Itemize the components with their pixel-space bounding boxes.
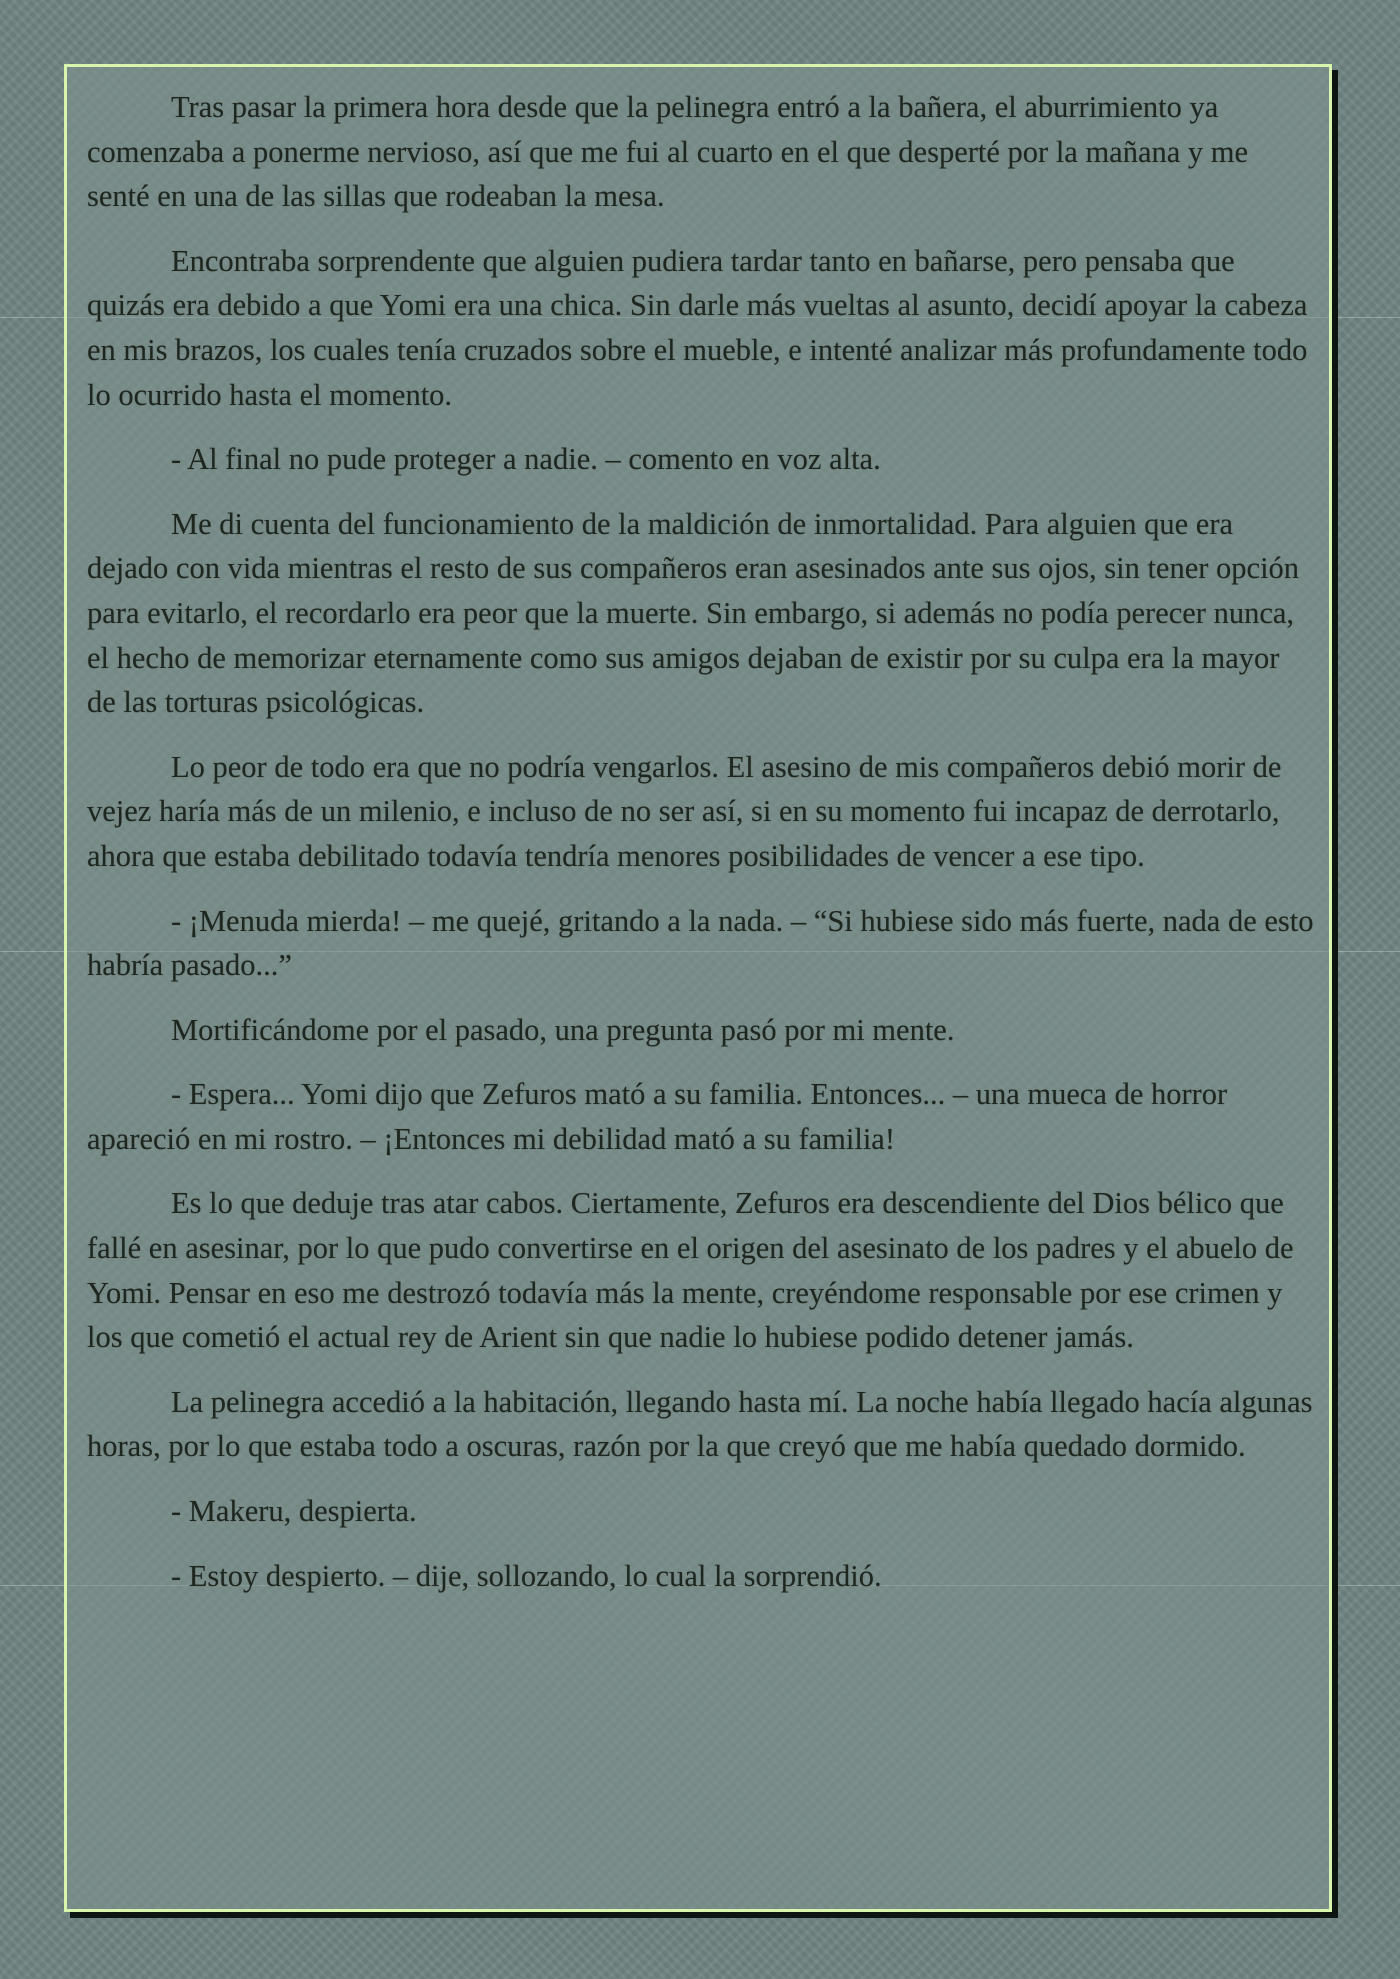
paragraph: Me di cuenta del funcionamiento de la maldición de inmortalidad. Para alguien que era dejado con vida mientras el resto de sus compañeros eran asesinados ante sus ojos, sin tener opción para evitarlo, el recordarlo era peor que la muerte. Sin embargo, si además no podía perecer nunca, el hecho de memorizar eternamente como sus amigos dejaban de existir por su culpa era la mayor de las torturas psicológicas.	[87, 506, 1300, 720]
paragraph: La pelinegra accedió a la habitación, llegando hasta mí. La noche había llegado hacía algunas horas, por lo que estaba todo a oscuras, razón por la que creyó que me había quedado dormido.	[87, 1384, 1313, 1464]
dialogue-line: - ¡Menuda mierda! – me quejé, gritando a la nada. – “Si hubiese sido más fuerte, nada de esto habría pasado...”	[87, 903, 1314, 983]
paragraph: Es lo que deduje tras atar cabos. Ciertamente, Zefuros era descendiente del Dios bélico que fallé en asesinar, por lo que pudo convertirse en el origen del asesinato de los padres y el abuelo de Yomi. Pensar en eso me destrozó todavía más la mente, creyéndome responsable por ese crimen y los que cometió el actual rey de Arient sin que nadie lo hubiese podido detener jamás.	[87, 1186, 1294, 1355]
dialogue-line: - Espera... Yomi dijo que Zefuros mató a su familia. Entonces... – una mueca de horror apareció en mi rostro. – ¡Entonces mi debilidad mató a su familia!	[87, 1077, 1228, 1156]
paragraph: Lo peor de todo era que no podría vengarlos. El asesino de mis compañeros debió morir de vejez haría más de un milenio, e incluso de no ser así, si en su momento fui incapaz de derrotarlo, ahora que estaba debilitado todavía tendría menores posibilidades de vencer a ese tipo.	[87, 749, 1282, 873]
story-text	[87, 85, 1315, 1618]
dialogue-line: - Makeru, despierta.	[171, 1494, 417, 1529]
dialogue-line: - Al final no pude proteger a nadie. – comento en voz alta.	[171, 442, 881, 477]
dialogue-line: - Estoy despierto. – dije, sollozando, lo cual la sorprendió.	[171, 1558, 882, 1593]
paragraph: Encontraba sorprendente que alguien pudiera tardar tanto en bañarse, pero pensaba que quizás era debido a que Yomi era una chica. Sin darle más vueltas al asunto, decidí apoyar la cabeza en mis brazos, los cuales tenía cruzados sobre el mueble, e intenté analizar más profundamente todo lo ocurrido hasta el momento.	[87, 243, 1308, 412]
text-page-frame	[64, 64, 1332, 1912]
paragraph: Tras pasar la primera hora desde que la pelinegra entró a la bañera, el aburrimiento ya comenzaba a ponerme nervioso, así que me fui al cuarto en el que desperté por la mañana y me senté en una de las sillas que rodeaban la mesa.	[87, 90, 1249, 214]
paragraph: Mortificándome por el pasado, una pregunta pasó por mi mente.	[171, 1012, 955, 1047]
